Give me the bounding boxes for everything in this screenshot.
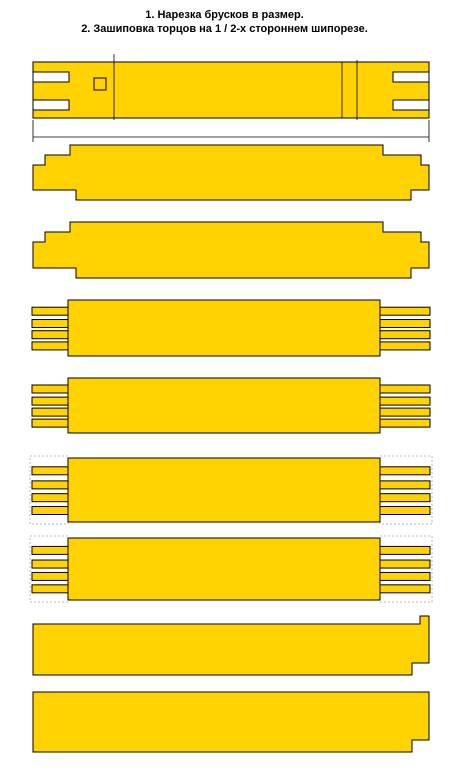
profile-5-tenon-left-0 [32, 467, 68, 475]
profile-3-tenon-left-1 [32, 320, 68, 328]
profile-6-tenon-left-1 [32, 560, 68, 568]
profile-4-body [68, 378, 380, 433]
profile-3-tenon-right-0 [380, 307, 430, 315]
profile-6-tenon-right-0 [380, 546, 430, 554]
profile-7-body [33, 616, 429, 675]
profile-106-06-slot-left-bottom [33, 100, 69, 110]
profile-4-tenon-right-3 [380, 419, 430, 427]
profile-4-tenon-left-2 [32, 408, 68, 416]
profile-5-tenon-left-2 [32, 494, 68, 502]
profile-5-tenon-right-3 [380, 506, 430, 514]
profile-3-tenon-right-3 [380, 342, 430, 350]
profile-4-tenon-right-0 [380, 385, 430, 393]
profile-1-body [33, 145, 429, 200]
profile-5-tenon-right-2 [380, 494, 430, 502]
profile-6-tenon-right-2 [380, 572, 430, 580]
profile-3-tenon-left-3 [32, 342, 68, 350]
profile-106-06-slot-left-top [33, 72, 69, 82]
profile-4-tenon-right-2 [380, 408, 430, 416]
profile-3-tenon-right-2 [380, 331, 430, 339]
profile-5-tenon-right-1 [380, 481, 430, 489]
profile-3-tenon-left-0 [32, 307, 68, 315]
profile-106-06-body [33, 62, 429, 118]
profile-6-tenon-left-2 [32, 572, 68, 580]
profile-6-tenon-right-1 [380, 560, 430, 568]
profile-6-tenon-left-0 [32, 546, 68, 554]
profile-5-tenon-left-3 [32, 506, 68, 514]
profile-4-tenon-left-1 [32, 397, 68, 405]
header-line-1: 1. Нарезка брусков в размер. [145, 9, 304, 21]
profile-6-tenon-left-3 [32, 585, 68, 593]
profile-5-body [68, 458, 380, 522]
profile-8-body [33, 692, 429, 752]
profile-6-tenon-right-3 [380, 585, 430, 593]
profile-3-body [68, 300, 380, 356]
profile-6-body [68, 538, 380, 600]
profile-5-tenon-left-1 [32, 481, 68, 489]
profile-3-tenon-left-2 [32, 331, 68, 339]
header-line-2: 2. Зашиповка торцов на 1 / 2-х стороннем шипорезе. [81, 23, 368, 35]
profile-4-tenon-right-1 [380, 397, 430, 405]
profile-5-tenon-right-0 [380, 467, 430, 475]
profile-4-tenon-left-3 [32, 419, 68, 427]
profile-2-body [33, 222, 429, 278]
profile-4-tenon-left-0 [32, 385, 68, 393]
allowance-mark-box [94, 78, 106, 90]
profile-106-06-slot-right-bottom [393, 100, 429, 110]
profile-3-tenon-right-1 [380, 320, 430, 328]
profile-106-06-slot-right-top [393, 72, 429, 82]
